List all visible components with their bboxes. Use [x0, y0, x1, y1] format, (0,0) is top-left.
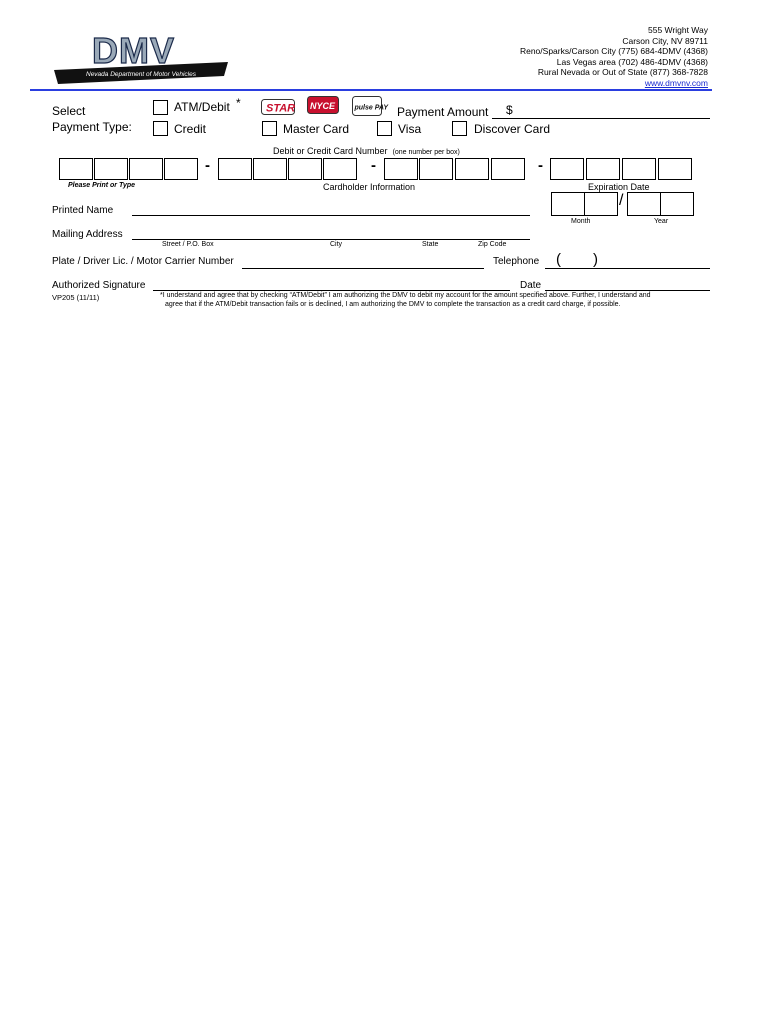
exp-year-digit-1[interactable]: [627, 192, 661, 216]
telephone-field[interactable]: [545, 268, 710, 269]
date-field[interactable]: [545, 290, 710, 291]
exp-slash: /: [619, 192, 624, 209]
city-caption: City: [330, 241, 343, 248]
authorized-signature-label: Authorized Signature: [52, 280, 146, 291]
star-network-icon: [261, 99, 295, 115]
atm-asterisk: *: [236, 96, 241, 110]
address-line: Carson City, NV 89711: [622, 35, 708, 46]
address-line: Rural Nevada or Out of State (877) 368-7828: [537, 67, 708, 78]
printed-name-label: Printed Name: [52, 205, 114, 216]
card-digit-box[interactable]: [622, 158, 656, 180]
telephone-open-paren: (: [556, 251, 561, 268]
payment-amount-field[interactable]: [492, 118, 710, 119]
card-number-label: Debit or Credit Card Number (one number per box): [273, 146, 460, 156]
card-digit-box[interactable]: [658, 158, 692, 180]
exp-month-digit-2[interactable]: [584, 192, 618, 216]
address-block: [520, 25, 708, 89]
date-label: Date: [520, 280, 542, 291]
address-line: 555 Wright Way: [648, 25, 708, 35]
card-digit-box[interactable]: [164, 158, 198, 180]
credit-checkbox[interactable]: [153, 121, 168, 136]
card-digit-box[interactable]: [218, 158, 252, 180]
card-digit-box[interactable]: [384, 158, 418, 180]
mailing-address-field[interactable]: [132, 239, 530, 240]
printed-name-field[interactable]: [132, 215, 530, 216]
dollar-sign: $: [506, 103, 513, 117]
card-number-separator: -: [371, 157, 376, 174]
card-number-separator: -: [205, 157, 210, 174]
exp-month-digit-1[interactable]: [551, 192, 585, 216]
card-digit-box[interactable]: [288, 158, 322, 180]
select-label: Select: [52, 104, 86, 118]
telephone-close-paren: ): [593, 251, 598, 268]
cardholder-info-heading: Cardholder Information: [323, 182, 416, 192]
card-digit-box[interactable]: [419, 158, 453, 180]
card-digit-box[interactable]: [586, 158, 620, 180]
exp-year-digit-2[interactable]: [660, 192, 694, 216]
card-number-separator: -: [538, 157, 543, 174]
master-card-checkbox[interactable]: [262, 121, 277, 136]
nyce-network-icon: [307, 96, 339, 114]
dmv-logo: [52, 26, 230, 88]
discover-card-checkbox[interactable]: [452, 121, 467, 136]
disclaimer-line-2: agree that if the ATM/Debit transaction fails or is declined, I am authorizing the DMV to complete the transaction as a credit card charge, if possible.: [165, 301, 621, 308]
svg-text:NYCE: NYCE: [310, 101, 336, 111]
atm-debit-label: ATM/Debit: [174, 100, 230, 114]
card-digit-box[interactable]: [59, 158, 93, 180]
print-hint: Please Print or Type: [68, 182, 136, 189]
header-divider: [30, 89, 712, 91]
month-label: Month: [571, 218, 591, 225]
pulse-pay-network-icon: [352, 96, 389, 116]
logo-subtitle: Nevada Department of Motor Vehicles: [86, 71, 196, 78]
logo-text: DMV: [92, 30, 175, 71]
visa-label: Visa: [398, 122, 422, 136]
card-digit-box[interactable]: [491, 158, 525, 180]
year-label: Year: [654, 218, 669, 225]
website-link[interactable]: www.dmvnv.com: [644, 77, 708, 88]
master-card-label: Master Card: [283, 122, 350, 136]
street-caption: Street / P.O. Box: [162, 241, 214, 248]
card-digit-box[interactable]: [323, 158, 357, 180]
atm-debit-checkbox[interactable]: [153, 100, 168, 115]
svg-text:STAR: STAR: [266, 102, 296, 115]
credit-label: Credit: [174, 122, 207, 136]
state-caption: State: [422, 241, 439, 248]
plate-field[interactable]: [242, 268, 484, 269]
plate-label: Plate / Driver Lic. / Motor Carrier Number: [52, 256, 234, 267]
telephone-label: Telephone: [493, 256, 540, 267]
address-line: Reno/Sparks/Carson City (775) 684-4DMV (4368): [519, 46, 708, 57]
discover-card-label: Discover Card: [474, 122, 551, 136]
expiration-date-heading: Expiration Date: [588, 182, 650, 192]
form-number: VP205 (11/11): [52, 293, 100, 302]
card-digit-box[interactable]: [550, 158, 584, 180]
mailing-address-label: Mailing Address: [52, 229, 123, 240]
card-digit-box[interactable]: [129, 158, 163, 180]
payment-type-label: Payment Type:: [52, 120, 132, 134]
svg-text:pulse PAY: pulse PAY: [354, 104, 389, 112]
card-number-hint: (one number per box): [392, 149, 460, 156]
visa-checkbox[interactable]: [377, 121, 392, 136]
card-digit-box[interactable]: [253, 158, 287, 180]
card-digit-box[interactable]: [455, 158, 489, 180]
address-line: Las Vegas area (702) 486-4DMV (4368): [556, 56, 708, 67]
payment-amount-label: Payment Amount: [397, 105, 489, 119]
zip-caption: Zip Code: [478, 241, 507, 248]
disclaimer-line-1: *I understand and agree that by checking “ATM/Debit” I am authorizing the DMV to debit my account for the amount specified above. Further, I understand and: [160, 292, 651, 299]
signature-field[interactable]: [153, 290, 510, 291]
card-digit-box[interactable]: [94, 158, 128, 180]
